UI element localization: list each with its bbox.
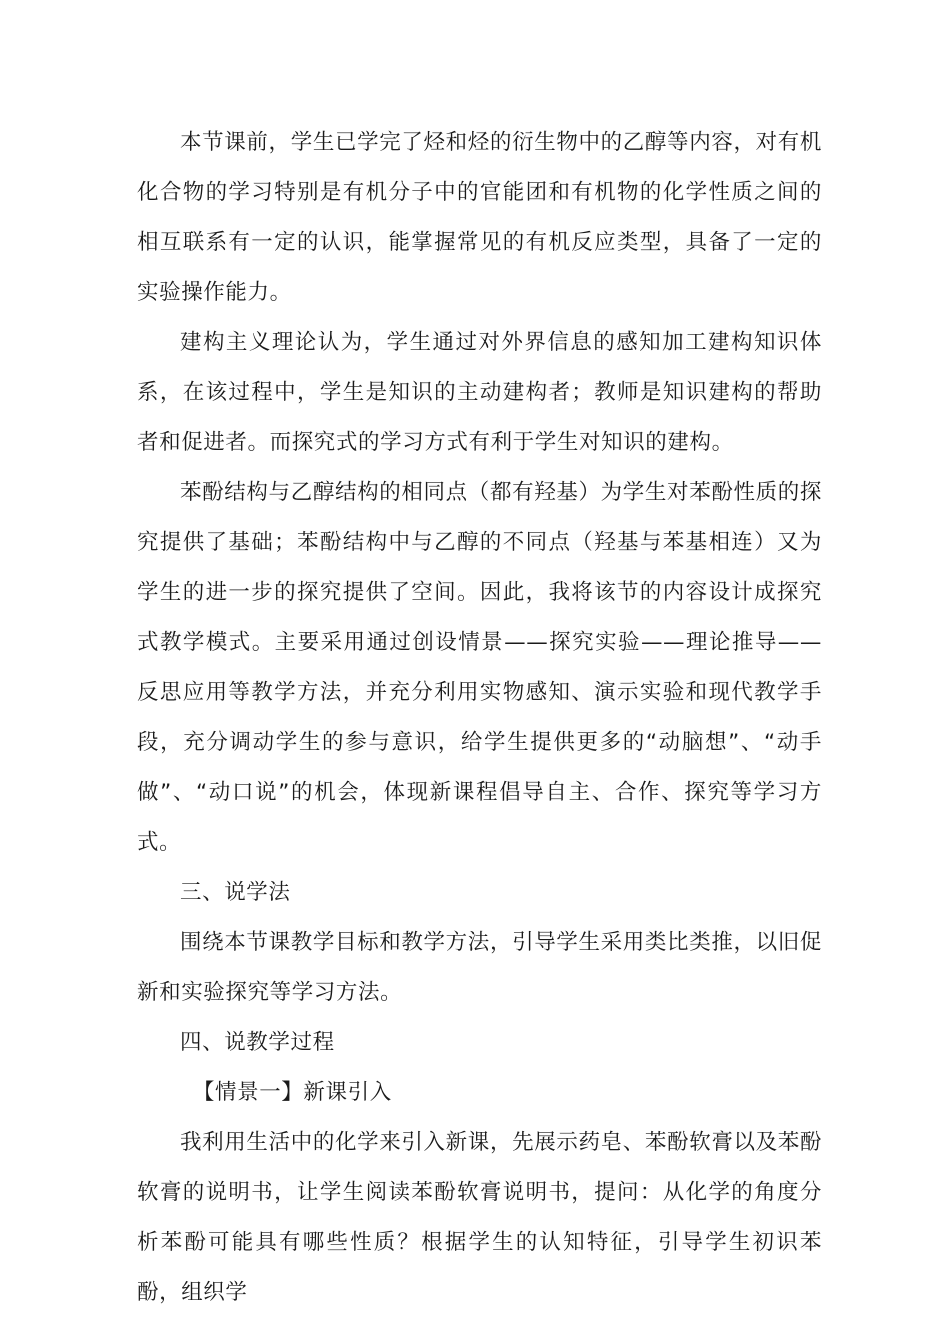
paragraph-constructivism: 建构主义理论认为，学生通过对外界信息的感知加工建构知识体系，在该过程中，学生是知识的主动建构者；教师是知识建构的帮助者和促进者。而探究式的学习方式有利于学生对知识的建构。 [137,330,822,455]
document-body [137,118,822,1318]
paragraph-scene-intro: 我利用生活中的化学来引入新课，先展示药皂、苯酚软膏以及苯酚软膏的说明书，让学生阅读苯酚软膏说明书，提问：从化学的角度分析苯酚可能具有哪些性质？根据学生的认知特征，引导学生初识苯酚，组织学 [137,1130,822,1305]
paragraph-prior-knowledge: 本节课前，学生已学完了烃和烃的衍生物中的乙醇等内容，对有机化合物的学习特别是有机分子中的官能团和有机物的化学性质之间的相互联系有一定的认识，能掌握常见的有机反应类型，具备了一定的实验操作能力。 [137,130,822,305]
section-heading-learning-method: 三、说学法 [180,880,291,905]
paragraph-teaching-method: 苯酚结构与乙醇结构的相同点（都有羟基）为学生对苯酚性质的探究提供了基础；苯酚结构中与乙醇的不同点（羟基与苯基相连）又为学生的进一步的探究提供了空间。因此，我将该节的内容设计成探究式教学模式。主要采用通过创设情景——探究实验——理论推导——反思应用等教学方法，并充分利用实物感知、演示实验和现代教学手段，充分调动学生的参与意识，给学生提供更多的“动脑想”、“动手做”、“动口说”的机会，体现新课程倡导自主、合作、探究等学习方式。 [137,480,822,855]
section-heading-teaching-process: 四、说教学过程 [180,1030,335,1055]
paragraph-learning-method: 围绕本节课教学目标和教学方法，引导学生采用类比类推，以旧促新和实验探究等学习方法。 [137,930,822,1005]
scene-heading-intro: 【情景一】新课引入 [192,1080,392,1105]
